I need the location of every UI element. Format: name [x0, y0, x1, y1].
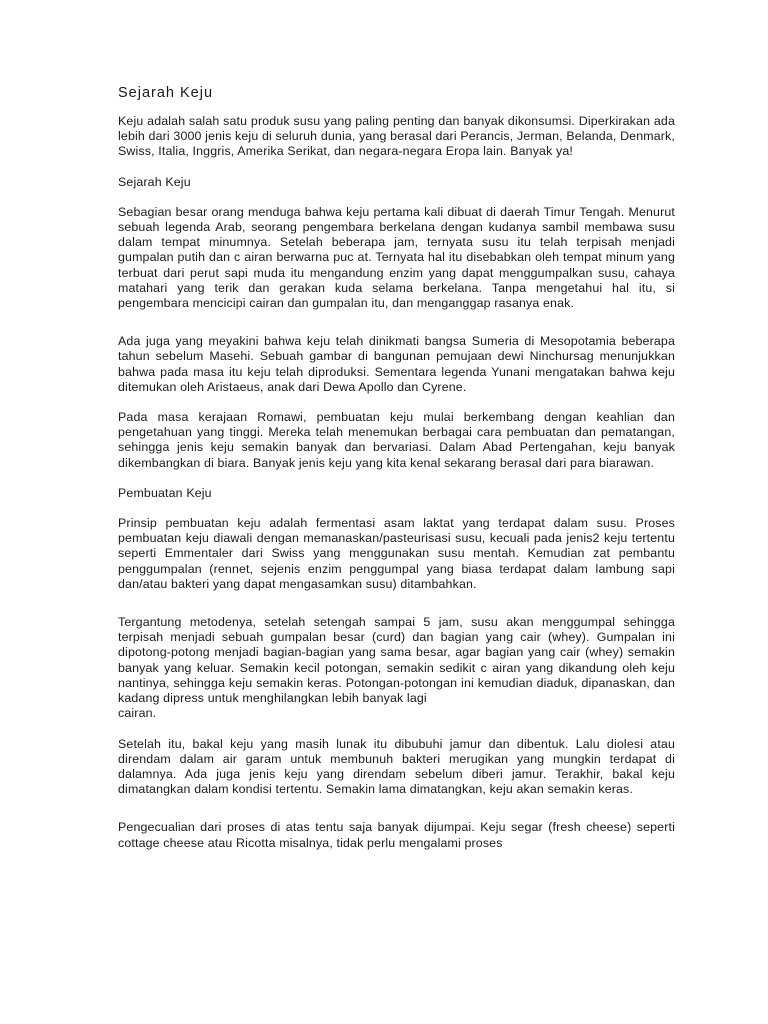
making-paragraph-2	[118, 615, 675, 721]
making-paragraph-2-tail: cairan.	[118, 706, 157, 721]
history-paragraph-3: Pada masa kerajaan Romawi, pembuatan keju mulai berkembang dengan keahlian dan pengetahuan yang tinggi. Mereka telah menemukan berbagai cara pembuatan dan pematangan, sehingga jenis keju semakin banyak dan bervariasi. Dalam Abad Pertengahan, keju banyak dikembangkan di biara. Banyak jenis keju yang kita kenal sekarang berasal dari para biarawan.	[118, 410, 675, 470]
document-body	[118, 84, 675, 866]
making-paragraph-4: Pengecualian dari proses di atas tentu saja banyak dijumpai. Keju segar (fresh cheese) seperti cottage cheese atau Ricotta misalnya, tidak perlu mengalami proses	[118, 820, 675, 850]
history-paragraph-1: Sebagian besar orang menduga bahwa keju pertama kali dibuat di daerah Timur Tengah. Menurut sebuah legenda Arab, seorang pengembara berkelana dengan kudanya sambil membawa susu dalam tempat minumnya. Setelah beberapa jam, ternyata susu itu telah terpisah menjadi gumpalan putih dan c airan berwarna puc at. Ternyata hal itu disebabkan oleh tempat minum yang terbuat dari perut sapi muda itu mengandung enzim yang dapat menggumpalkan susu, cahaya matahari yang terik dan gerakan kuda selama berkelana. Tanpa mengetahui hal itu, si pengembara mencicipi cairan dan gumpalan itu, dan menganggap rasanya enak.	[118, 204, 675, 311]
section-heading-making: Pembuatan Keju	[118, 485, 212, 500]
history-paragraph-2: Ada juga yang meyakini bahwa keju telah dinikmati bangsa Sumeria di Mesopotamia beberapa tahun sebelum Masehi. Sebuah gambar di bangunan pemujaan dewi Ninchursag menunjukkan bahwa pada masa itu keju telah diproduksi. Sementara legenda Yunani mengatakan bahwa keju ditemukan oleh Aristaeus, anak dari Dewa Apollo dan Cyrene.	[118, 334, 675, 394]
making-paragraph-1: Prinsip pembuatan keju adalah fermentasi asam laktat yang terdapat dalam susu. Proses pembuatan keju diawali dengan memanaskan/pasteurisasi susu, kecuali pada jenis2 keju tertentu seperti Emmentaler dari Swiss yang menggunakan susu mentah. Kemudian zat pembantu penggumpalan (rennet, sejenis enzim penggumpal yang biasa terdapat dalam lambung sapi dan/atau bakteri yang dapat mengasamkan susu) ditambahkan.	[118, 516, 675, 591]
intro-paragraph: Keju adalah salah satu produk susu yang paling penting dan banyak dikonsumsi. Diperkirakan ada lebih dari 3000 jenis keju di seluruh dunia, yang berasal dari Perancis, Jerman, Belanda, Denmark, Swiss, Italia, Inggris, Amerika Serikat, dan negara-negara Eropa lain. Banyak ya!	[118, 114, 675, 159]
making-paragraph-2-main: Tergantung metodenya, setelah setengah sampai 5 jam, susu akan menggumpal sehingga terpisah menjadi sebuah gumpalan besar (curd) dan bagian yang cair (whey). Gumpalan ini dipotong-potong menjadi bagian-bagian yang sama besar, agar bagian yang cair (whey) semakin banyak yang keluar. Semakin kecil potongan, semakin sedikit c airan yang dikandung oleh keju nantinya, sehingga keju semakin keras. Potongan-potongan ini kemudian diaduk, dipanaskan, dan kadang dipress untuk menghilangkan lebih banyak lagi	[118, 615, 675, 706]
making-paragraph-3: Setelah itu, bakal keju yang masih lunak itu dibubuhi jamur dan dibentuk. Lalu diolesi atau direndam dalam air garam untuk membunuh bakteri merugikan yang mungkin terdapat di dalamnya. Ada juga jenis keju yang direndam sebelum diberi jamur. Terakhir, bakal keju dimatangkan dalam kondisi tertentu. Semakin lama dimatangkan, keju akan semakin keras.	[118, 736, 675, 797]
section-heading-history: Sejarah Keju	[118, 174, 191, 189]
document-title: Sejarah Keju	[118, 85, 214, 101]
